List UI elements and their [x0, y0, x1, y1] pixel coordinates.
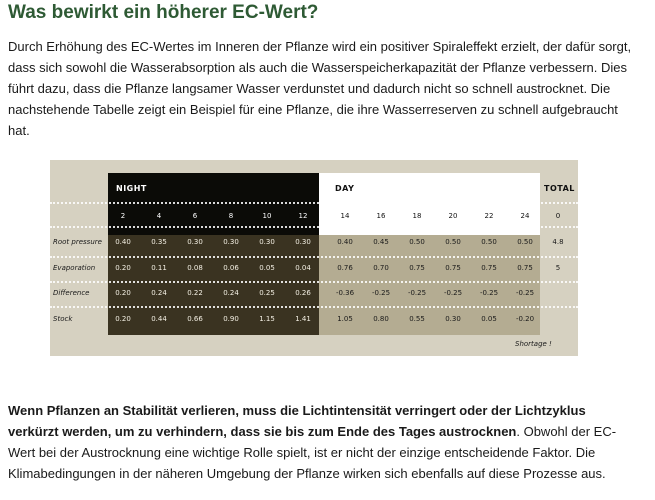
row-total: 4.8: [552, 238, 564, 246]
hour-label: 18: [412, 212, 422, 220]
table-cell: 0.45: [373, 238, 389, 246]
table-cell: -0.25: [407, 289, 427, 297]
hour-label: 14: [340, 212, 350, 220]
table-cell: 0.30: [187, 238, 203, 246]
table-cell: 0.50: [409, 238, 425, 246]
hour-label: 10: [262, 212, 272, 220]
row-label: Root pressure: [53, 238, 102, 246]
table-cell: 1.41: [295, 315, 311, 323]
table-cell: -0.25: [479, 289, 499, 297]
total-label: TOTAL: [544, 184, 575, 193]
hour-label: 8: [228, 212, 234, 220]
dotted-divider: [50, 256, 578, 258]
table-cell: 0.35: [151, 238, 167, 246]
hour-label: 2: [120, 212, 126, 220]
hour-label: 22: [484, 212, 494, 220]
dotted-divider: [50, 202, 578, 204]
table-cell: 0.20: [115, 289, 131, 297]
hour-label: 16: [376, 212, 386, 220]
table-cell: 0.11: [151, 264, 167, 272]
table-cell: -0.25: [515, 289, 535, 297]
hour-label: 24: [520, 212, 530, 220]
table-cell: -0.25: [443, 289, 463, 297]
dotted-divider: [50, 226, 578, 228]
hour-label: 4: [156, 212, 162, 220]
table-cell: 0.50: [517, 238, 533, 246]
table-cell: -0.25: [371, 289, 391, 297]
table-cell: 0.20: [115, 315, 131, 323]
table-cell: 0.30: [259, 238, 275, 246]
table-cell: 0.44: [151, 315, 167, 323]
table-cell: 0.30: [295, 238, 311, 246]
table-cell: 0.05: [481, 315, 497, 323]
table-cell: 0.66: [187, 315, 203, 323]
table-cell: 0.04: [295, 264, 311, 272]
table-cell: 0.50: [445, 238, 461, 246]
table-cell: 0.50: [481, 238, 497, 246]
table-cell: 0.55: [409, 315, 425, 323]
table-cell: 0.40: [337, 238, 353, 246]
table-cell: 0.06: [223, 264, 239, 272]
day-label: DAY: [335, 184, 355, 193]
hour-label: 12: [298, 212, 308, 220]
hour-label: 6: [192, 212, 198, 220]
total-hour-label: 0: [555, 212, 561, 220]
table-cell: -0.20: [515, 315, 535, 323]
table-cell: 0.75: [481, 264, 497, 272]
table-cell: 0.22: [187, 289, 203, 297]
table-cell: 0.40: [115, 238, 131, 246]
table-cell: 0.76: [337, 264, 353, 272]
outro-paragraph: [8, 400, 638, 484]
table-cell: 0.30: [445, 315, 461, 323]
outro-bold-text: Wenn Pflanzen an Stabilität verlieren, muss die Lichtintensität verringert oder der Lichtzyklus verkürzt werden, um zu verhindern, dass sie bis zum Ende des Tages austrocknen: [8, 403, 586, 439]
table-cell: 0.25: [259, 289, 275, 297]
row-label: Evaporation: [53, 264, 96, 272]
table-cell: 1.05: [337, 315, 353, 323]
dotted-divider: [50, 281, 578, 283]
table-cell: 0.20: [115, 264, 131, 272]
page-title: Was bewirkt ein höherer EC-Wert?: [8, 2, 319, 23]
table-cell: 0.05: [259, 264, 275, 272]
table-cell: 0.24: [151, 289, 167, 297]
table-cell: -0.36: [335, 289, 355, 297]
ec-value-table: [50, 160, 578, 356]
row-label: Stock: [53, 315, 73, 323]
row-label: Difference: [53, 289, 90, 297]
intro-paragraph: Durch Erhöhung des EC-Wertes im Inneren der Pflanze wird ein positiver Spiraleffekt erzielt, der dafür sorgt, dass sich sowohl die Wasserabsorption als auch die Wasserspeicherkapazität der Pflanze verbessern. Dies führt dazu, dass die Pflanze langsamer Wasser verdunstet und dadurch nicht so schnell austrocknet. Die nachstehende Tabelle zeigt ein Beispiel für eine Pflanze, die ihre Wasserreserven zu schnell aufgebraucht hat.: [8, 39, 632, 138]
table-cell: 0.30: [223, 238, 239, 246]
table-cell: 0.90: [223, 315, 239, 323]
row-total: 5: [555, 264, 561, 272]
shortage-note: Shortage !: [515, 340, 552, 348]
table-cell: 0.08: [187, 264, 203, 272]
hour-label: 20: [448, 212, 458, 220]
table-cell: 0.75: [517, 264, 533, 272]
outro-text: . Obwohl der EC-Wert bei der Austrocknung eine wichtige Rolle spielt, ist er nicht der einzige entscheidende Faktor. Die Klimabedingungen in der näheren Umgebung der Pflanze wirken sich ebenfalls auf diese Prozesse aus.: [8, 424, 617, 481]
night-label: NIGHT: [116, 184, 147, 193]
table-cell: 0.75: [409, 264, 425, 272]
table-cell: 0.26: [295, 289, 311, 297]
table-cell: 0.80: [373, 315, 389, 323]
dotted-divider: [50, 306, 578, 308]
table-cell: 0.75: [445, 264, 461, 272]
table-cell: 0.70: [373, 264, 389, 272]
table-cell: 0.24: [223, 289, 239, 297]
table-cell: 1.15: [259, 315, 275, 323]
